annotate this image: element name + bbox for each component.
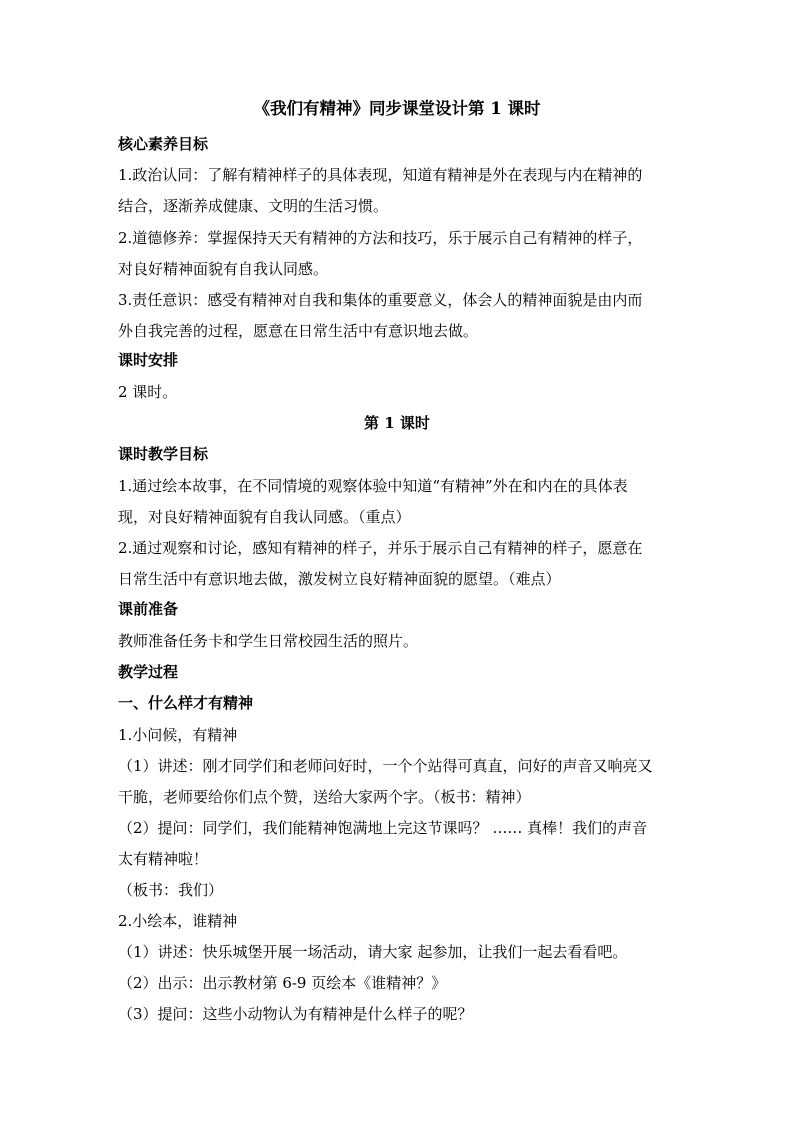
section-title-lesson-1: 第 1 课时: [364, 414, 430, 432]
paragraph-line: 太有精神啦！: [118, 850, 209, 868]
paragraph-line: 2.通过观察和讨论，感知有精神的样子，并乐于展示自己有精神的样子，愿意在: [118, 539, 643, 557]
heading-teaching-process: 教学过程: [118, 663, 179, 681]
paragraph-line: 3.责任意识：感受有精神对自我和集体的重要意义，体会人的精神面貌是由内而: [118, 291, 643, 309]
paragraph-line: 1.小问候，有精神: [118, 726, 238, 744]
paragraph-line: （1）讲述：快乐城堡开展一场活动，请大家 起参加，让我们一起去看看吧。: [118, 943, 628, 961]
paragraph-line: 日常生活中有意识地去做，激发树立良好精神面貌的愿望。（难点）: [118, 570, 561, 588]
paragraph-line: 现，对良好精神面貌有自我认同感。（重点）: [118, 508, 411, 526]
paragraph-line: （2）出示：出示教材第 6-9 页绘本《谁精神？》: [118, 974, 447, 992]
paragraph-line: 对良好精神面貌有自我认同感。: [118, 260, 329, 278]
paragraph-line: 干脆，老师要给你们点个赞，送给大家两个字。（板书：精神）: [118, 788, 531, 806]
paragraph-line: （1）讲述：刚才同学们和老师问好时，一个个站得可真直，问好的声音又响亮又: [118, 757, 653, 775]
paragraph-line: 教师准备任务卡和学生日常校园生活的照片。: [118, 632, 419, 650]
heading-core-goals: 核心素养目标: [118, 135, 209, 153]
heading-preparation: 课前准备: [118, 600, 179, 618]
paragraph-line: （板书：我们）: [118, 881, 224, 899]
document-title: 《我们有精神》同步课堂设计第 1 课时: [253, 99, 541, 118]
paragraph-line: 2.小绘本，谁精神: [118, 912, 238, 930]
paragraph-line: 2 课时。: [118, 383, 178, 401]
paragraph-line: 1.政治认同：了解有精神样子的具体表现，知道有精神是外在表现与内在精神的: [118, 166, 643, 184]
paragraph-line: 1.通过绘本故事，在不同情境的观察体验中知道“有精神”外在和内在的具体表: [118, 477, 628, 495]
heading-lesson-schedule: 课时安排: [118, 351, 179, 369]
paragraph-line: （3）提问：这些小动物认为有精神是什么样子的呢？: [118, 1005, 473, 1023]
heading-lesson-goals: 课时教学目标: [118, 445, 209, 463]
paragraph-line: 外自我完善的过程，愿意在日常生活中有意识地去做。: [118, 322, 479, 340]
heading-section-one: 一、什么样才有精神: [118, 694, 254, 712]
paragraph-line: 2.道德修养：掌握保持天天有精神的方法和技巧，乐于展示自己有精神的样子，: [118, 229, 643, 247]
paragraph-line: 结合，逐渐养成健康、文明的生活习惯。: [118, 197, 389, 215]
paragraph-line: （2）提问：同学们，我们能精神饱满地上完这节课吗？ …… 真棒！我们的声音: [118, 819, 648, 837]
